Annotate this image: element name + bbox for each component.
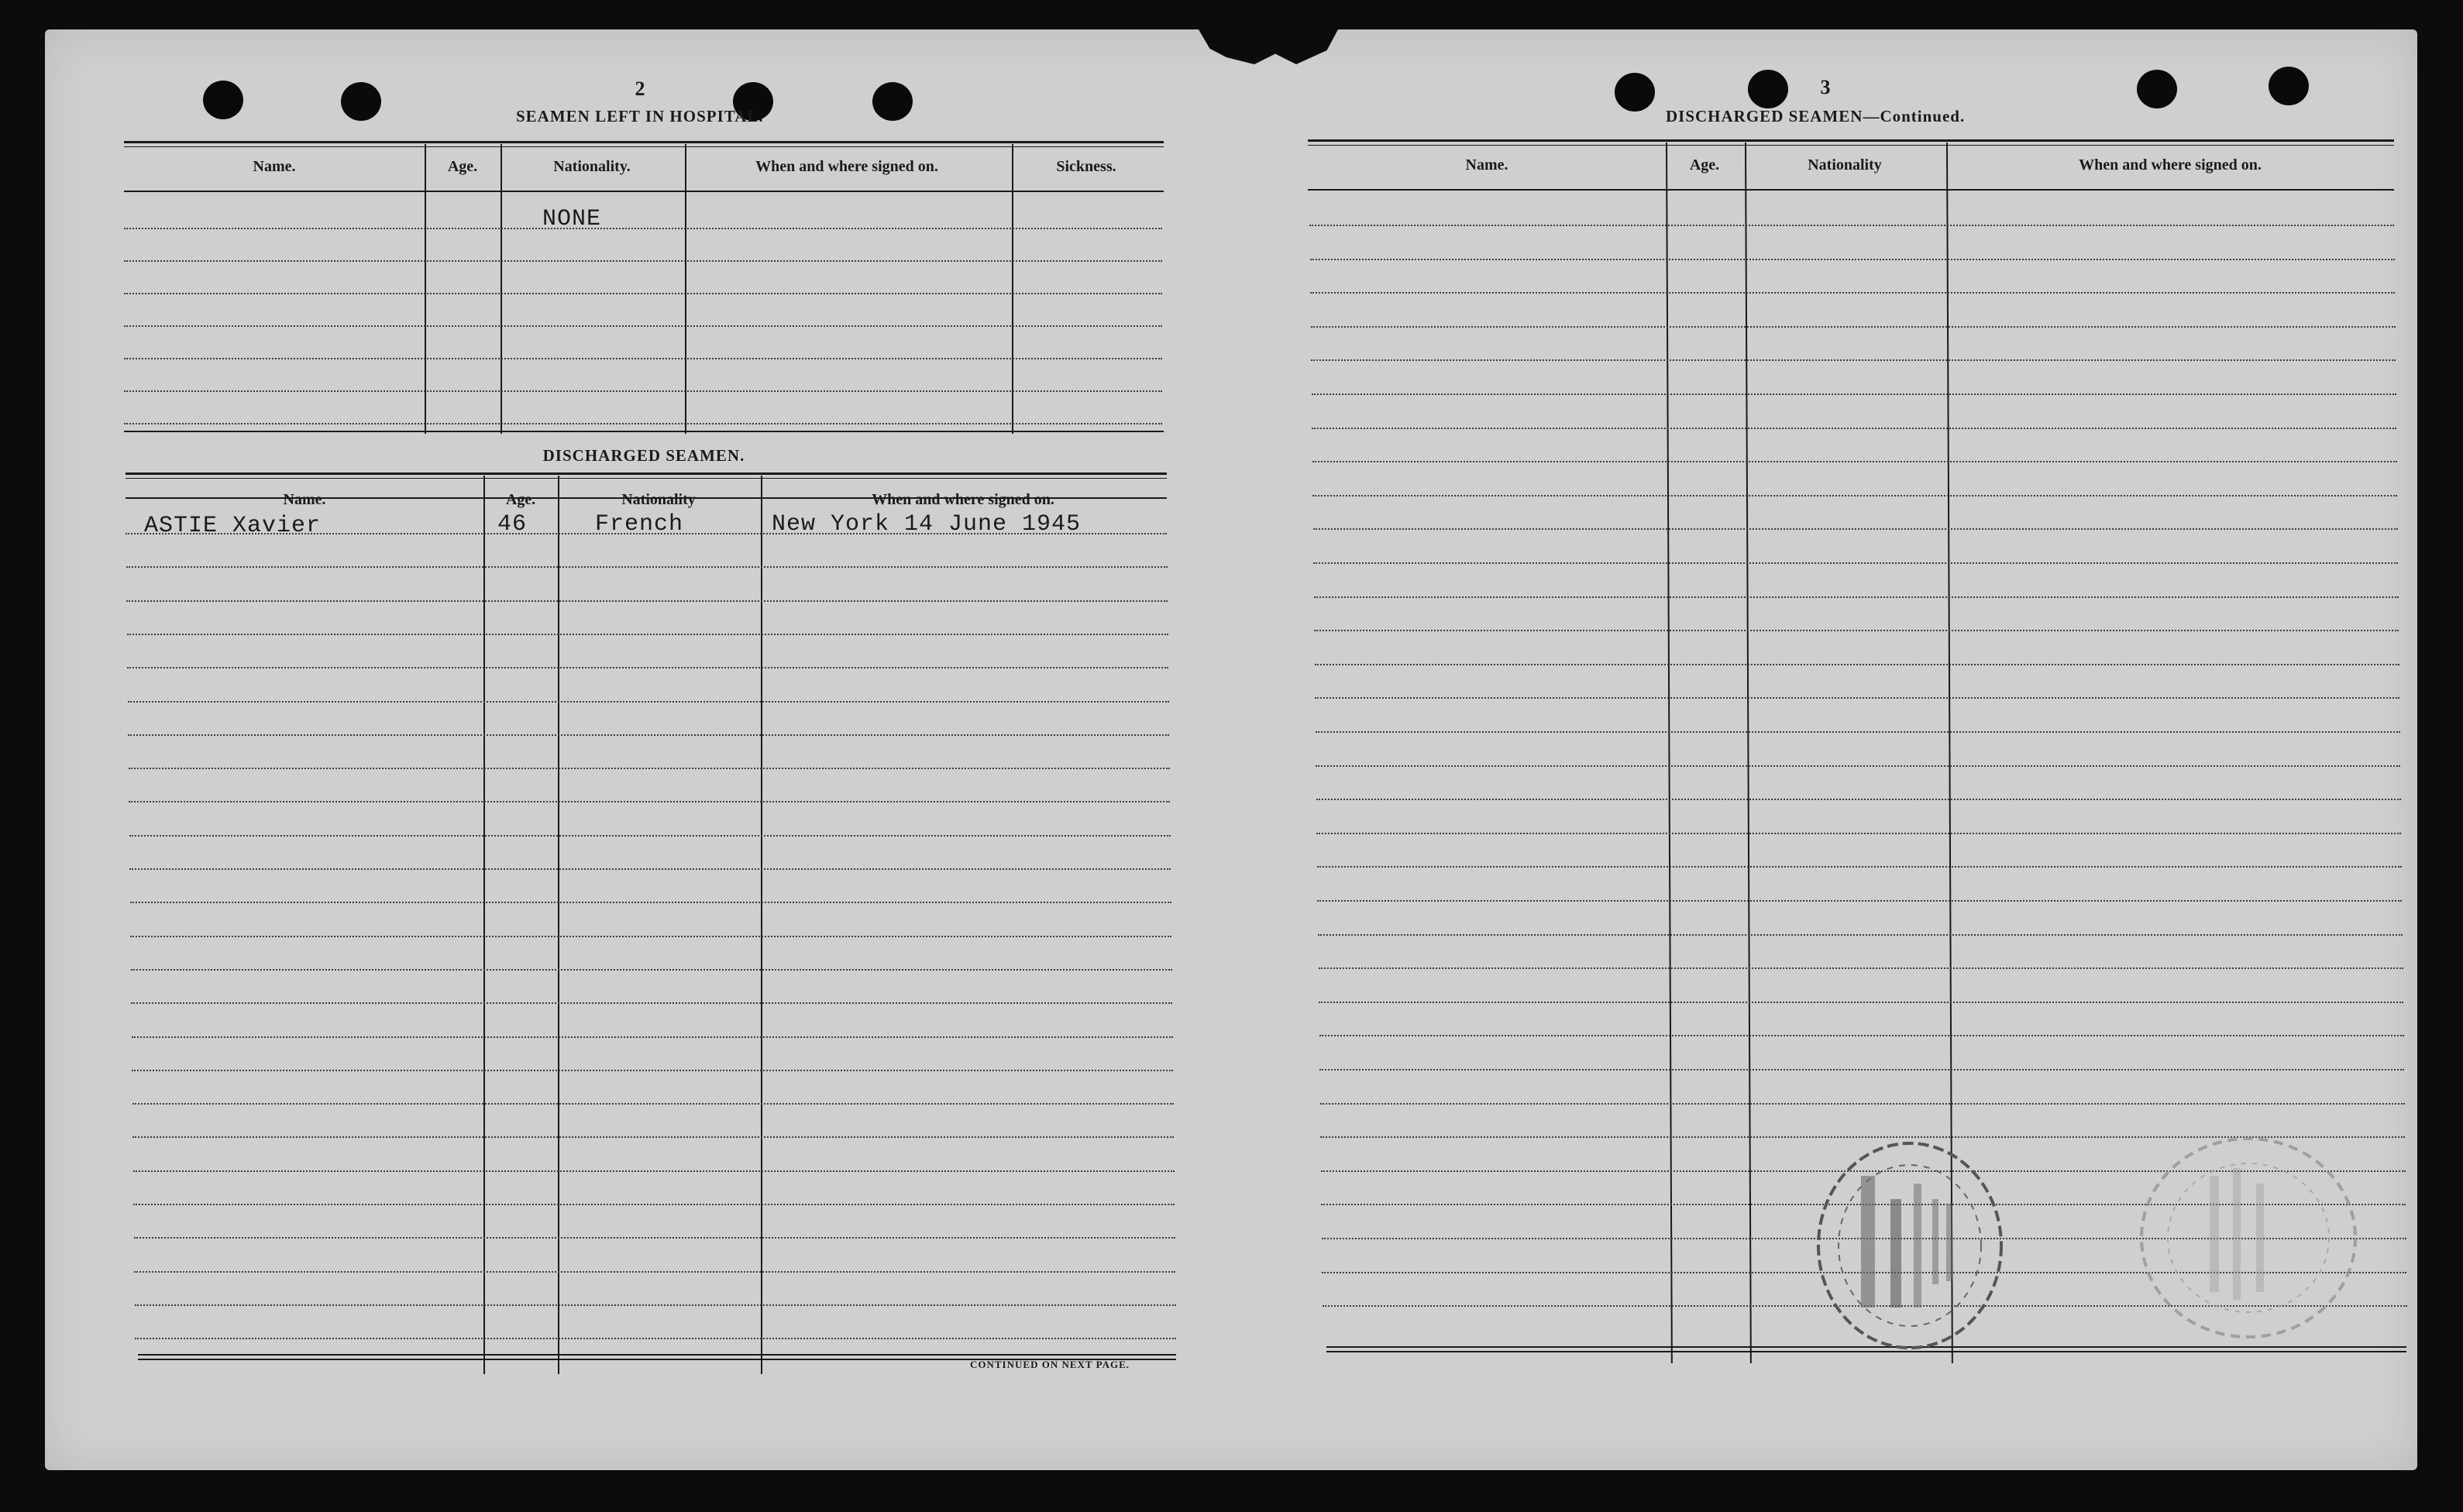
col-header-name: Name.: [1465, 156, 1508, 174]
punch-hole: [1748, 70, 1788, 108]
bottom-rule: [138, 1354, 1176, 1356]
entry-line: [1313, 562, 2398, 564]
entry-line: [127, 667, 1168, 668]
entry-line: [1312, 393, 2396, 395]
discharged-section-title: DISCHARGED SEAMEN.: [542, 446, 745, 465]
entry-line: [129, 801, 1170, 802]
entry-line: [1313, 528, 2398, 530]
entry-line: [1319, 1035, 2404, 1036]
entry-line: [1312, 495, 2397, 497]
col-header-name: Name.: [253, 158, 296, 175]
entry-line: [1318, 934, 2403, 936]
entry-line: [124, 390, 1162, 392]
entry-line: [129, 835, 1171, 837]
entry-line: [1314, 630, 2399, 631]
entry-line: [130, 902, 1171, 903]
discharged-continued-title: DISCHARGED SEAMEN—Continued.: [1666, 107, 1966, 125]
seaman-name: ASTIE Xavier: [144, 513, 322, 539]
header-rule: [126, 497, 1167, 499]
header-rule: [124, 191, 1164, 192]
col-header-nationality: Nationality: [621, 491, 696, 508]
entry-line: [1316, 765, 2400, 767]
entry-line: [1311, 359, 2396, 361]
entry-line: [1319, 1069, 2404, 1070]
entry-line: [130, 936, 1171, 937]
entry-line: [1316, 731, 2400, 733]
entry-line: [1312, 461, 2397, 462]
punch-hole: [872, 82, 913, 121]
entry-line: [135, 1338, 1176, 1339]
punch-hole: [341, 82, 381, 121]
header-rule: [126, 472, 1167, 479]
entry-line: [128, 734, 1169, 736]
entry-line: [131, 1002, 1172, 1004]
entry-line: [1310, 292, 2395, 294]
entry-line: [1319, 1002, 2403, 1003]
column-divider: [483, 476, 485, 1374]
entry-line: [128, 701, 1169, 703]
entry-line: [126, 566, 1168, 568]
col-header-signed-on: When and where signed on.: [755, 158, 938, 175]
entry-line: [124, 423, 1162, 424]
entry-line: [1315, 697, 2399, 699]
entry-line: [1317, 900, 2402, 902]
entry-line: [1316, 833, 2401, 834]
entry-line: [132, 1070, 1173, 1071]
page-number: 3: [1820, 76, 1831, 98]
col-header-sickness: Sickness.: [1056, 158, 1116, 175]
punch-hole: [2137, 70, 2177, 108]
entry-line: [132, 1103, 1174, 1105]
entry-line: [133, 1204, 1175, 1205]
section-rule: [124, 431, 1164, 432]
entry-line: [1314, 596, 2399, 598]
entry-line: [1310, 259, 2395, 260]
continued-note: CONTINUED ON NEXT PAGE.: [970, 1359, 1130, 1370]
entry-line: [126, 600, 1168, 602]
col-header-nationality: Nationality.: [553, 158, 631, 175]
entry-line: [124, 358, 1162, 359]
entry-line: [124, 325, 1162, 327]
entry-line: [129, 768, 1170, 769]
col-header-signed-on: When and where signed on.: [2079, 156, 2262, 174]
punch-hole: [203, 81, 243, 119]
entry-line: [133, 1170, 1175, 1172]
entry-line: [1316, 799, 2401, 800]
entry-line: [132, 1036, 1173, 1038]
entry-line: [1315, 664, 2399, 665]
entry-line: [124, 260, 1162, 262]
entry-line: [1319, 967, 2403, 969]
punch-hole: [2269, 67, 2309, 105]
faded-stamp-icon: [2117, 1122, 2380, 1354]
header-rule: [1308, 139, 2394, 146]
entry-line: [1309, 225, 2394, 226]
entry-line: [124, 228, 1162, 229]
entry-line: [124, 293, 1162, 294]
hospital-entry: NONE: [542, 206, 602, 232]
col-header-age: Age.: [447, 158, 478, 175]
col-header-nationality: Nationality: [1808, 156, 1882, 174]
entry-line: [132, 1136, 1174, 1138]
immigration-stamp-icon: [1805, 1129, 2014, 1362]
fold-notch: [1199, 29, 1338, 64]
entry-line: [129, 868, 1171, 870]
col-header-name: Name.: [283, 491, 326, 508]
col-header-age: Age.: [505, 491, 536, 508]
entry-line: [134, 1237, 1175, 1239]
seaman-signed-on: New York 14 June 1945: [772, 511, 1082, 538]
entry-line: [135, 1304, 1176, 1306]
col-header-signed-on: When and where signed on.: [872, 491, 1054, 508]
punch-hole: [1615, 73, 1655, 112]
entry-line: [127, 634, 1168, 635]
column-divider: [558, 476, 559, 1374]
seaman-age: 46: [497, 511, 528, 538]
manifest-sheet: [45, 29, 2417, 1470]
entry-line: [131, 969, 1172, 971]
page-number: 2: [635, 77, 645, 100]
entry-line: [1311, 326, 2396, 328]
column-divider: [761, 476, 762, 1374]
entry-line: [1317, 866, 2402, 868]
entry-line: [1320, 1103, 2405, 1105]
hospital-section-title: SEAMEN LEFT IN HOSPITAL.: [516, 107, 764, 125]
seaman-nationality: French: [595, 511, 684, 538]
entry-line: [134, 1271, 1175, 1273]
col-header-age: Age.: [1689, 156, 1720, 174]
header-rule: [124, 141, 1164, 147]
entry-line: [1312, 428, 2396, 429]
header-rule: [1308, 189, 2394, 191]
